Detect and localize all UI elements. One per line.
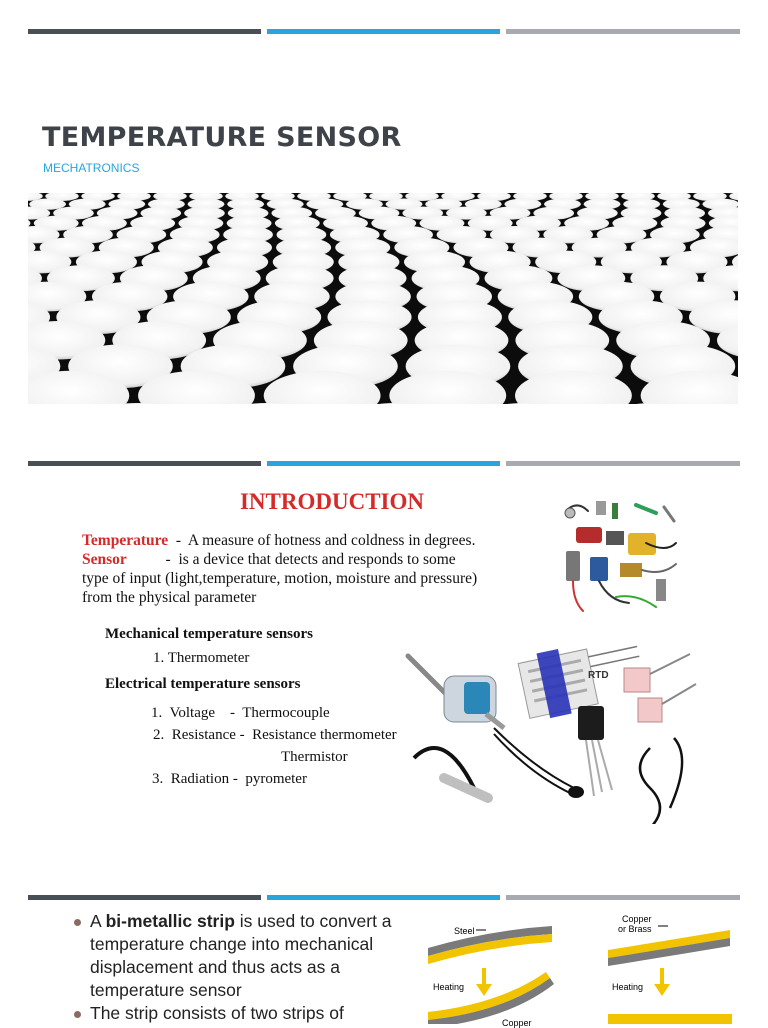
label-copper: Copper (502, 1018, 532, 1028)
accent-bar-blue (267, 461, 500, 466)
slide-subtitle: MECHATRONICS (43, 161, 139, 175)
sensor-definition-line1: - is a device that detects and responds to some (127, 551, 456, 568)
electrical-item-2-sub: Thermistor (281, 749, 348, 766)
sensor-definition-line2: type of input (light,temperature, motion, moisture and pressure) (82, 569, 548, 588)
electrical-heading: Electrical temperature sensors (105, 676, 301, 693)
bimetal-diagram-left (420, 916, 560, 1024)
label-heating-left: Heating (433, 982, 464, 992)
label-heating-right: Heating (612, 982, 643, 992)
electrical-item-3: 3. Radiation - pyrometer (152, 771, 307, 788)
mechanical-item-1: 1. Thermometer (153, 650, 249, 667)
sensor-types-image (404, 638, 700, 824)
accent-bar-gray (506, 461, 740, 466)
bullet-1-pre: A (90, 911, 106, 931)
bullet-2 (76, 1002, 421, 1025)
temperature-term: Temperature (82, 532, 168, 549)
bullet-2-text: The strip consists of two strips of (76, 1002, 421, 1025)
electrical-item-2: 2. Resistance - Resistance thermometer (153, 727, 397, 744)
bullet-dot (74, 919, 81, 926)
bullet-1 (76, 910, 421, 1002)
slide-title: TEMPERATURE SENSOR (42, 122, 402, 153)
sensor-collage-image (556, 493, 688, 621)
sensor-definition-line3: from the physical parameter (82, 588, 548, 607)
accent-bar-dark (28, 461, 261, 466)
accent-bar-blue (267, 895, 500, 900)
accent-bar-gray (506, 895, 740, 900)
accent-bar-dark (28, 29, 261, 34)
sensor-term: Sensor (82, 551, 127, 568)
slide2-accent-bars (28, 461, 740, 466)
electrical-item-1: 1. Voltage - Thermocouple (151, 705, 330, 722)
rtd-label: RTD (588, 670, 609, 681)
definitions (82, 531, 548, 607)
slide3-accent-bars (28, 895, 740, 900)
slide1-accent-bars (28, 29, 740, 34)
accent-bar-gray (506, 29, 740, 34)
introduction-heading: INTRODUCTION (0, 489, 664, 515)
accent-bar-dark (28, 895, 261, 900)
hero-image (28, 193, 738, 404)
temperature-definition: - A measure of hotness and coldness in degrees. (168, 532, 475, 549)
label-copper-brass: Copper or Brass (618, 914, 652, 934)
label-steel: Steel (454, 926, 475, 936)
mechanical-heading: Mechanical temperature sensors (105, 626, 313, 643)
bullet-dot (74, 1011, 81, 1018)
bullet-1-post: is used to convert a temperature change into mechanical displacement and thus acts as a temperature sensor (90, 911, 392, 1000)
bullet-1-bold: bi-metallic strip (106, 911, 235, 931)
accent-bar-blue (267, 29, 500, 34)
